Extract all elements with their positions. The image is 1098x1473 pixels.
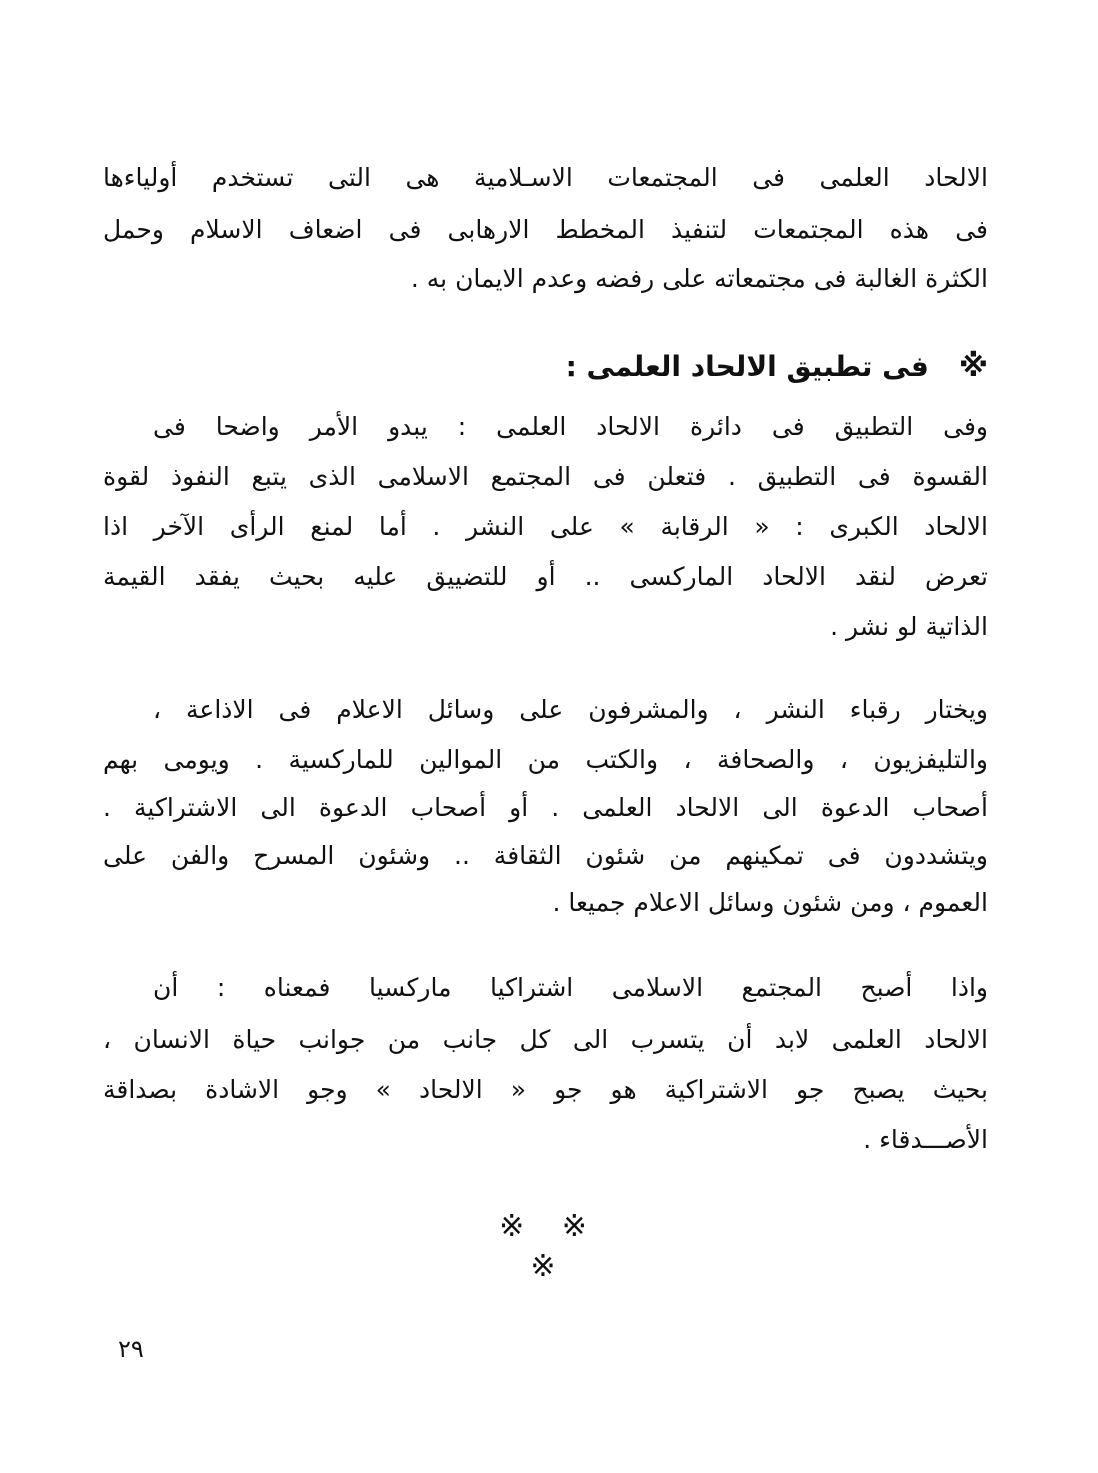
paragraph-1-line-3: الكثرة الغالبة فى مجتمعاته على رفضه وعدم الايمان به . — [410, 264, 988, 293]
paragraph-3-line-1: ويختار رقباء النشر ، والمشرفون على وسائل الاعلام فى الاذاعة ، — [153, 695, 988, 724]
paragraph-2-line-2: القسوة فى التطبيق . فتعلن فى المجتمع الاسلامى الذى يتبع النفوذ لقوة — [103, 462, 988, 491]
section-heading — [566, 342, 988, 392]
paragraph-2-line-4: تعرض لنقد الالحاد الماركسى .. أو للتضييق عليه بحيث يفقد القيمة — [103, 562, 988, 591]
paragraph-4-line-3: بحيث يصبح جو الاشتراكية هو جو « الالحاد » وجو الاشادة بصداقة — [103, 1075, 988, 1104]
paragraph-2-line-5: الذاتية لو نشر . — [830, 612, 988, 641]
paragraph-4-line-2: الالحاد العلمى لابد أن يتسرب الى كل جانب من جوانب حياة الانسان ، — [103, 1025, 988, 1054]
paragraph-1-line-1: الالحاد العلمى فى المجتمعات الاسـلامية هى التى تستخدم أولياءها — [103, 163, 988, 192]
paragraph-2-line-3: الالحاد الكبرى : « الرقابة » على النشر . أما لمنع الرأى الآخر اذا — [103, 512, 988, 541]
paragraph-3-line-3: أصحاب الدعوة الى الالحاد العلمى . أو أصحاب الدعوة الى الاشتراكية . — [103, 793, 988, 822]
page-number: ٢٩ — [118, 1335, 144, 1363]
paragraph-4-line-1: واذا أصبح المجتمع الاسلامى اشتراكيا ماركسيا فمعناه : أن — [153, 973, 988, 1002]
paragraph-3-line-5: العموم ، ومن شئون وسائل الاعلام جميعا . — [552, 888, 988, 917]
paragraph-2-line-1: وفى التطبيق فى دائرة الالحاد العلمى : يبدو الأمر واضحا فى — [153, 412, 988, 441]
paragraph-3-line-4: ويتشددون فى تمكينهم من شئون الثقافة .. وشئون المسرح والفن على — [103, 841, 988, 870]
section-heading-text: فى تطبيق الالحاد العلمى : — [565, 350, 929, 383]
paragraph-1-line-2: فى هذه المجتمعات لتنفيذ المخطط الارهابى فى اضعاف الاسلام وحمل — [103, 215, 988, 244]
section-separator: ※ ※ ※ — [499, 1209, 601, 1284]
paragraph-3-line-2: والتليفزيون ، والصحافة ، والكتب من الموالين للماركسية . ويومى بهم — [103, 745, 988, 774]
star-icon: ※ — [958, 349, 988, 384]
paragraph-4-line-4: الأصـــدقاء . — [863, 1125, 988, 1154]
